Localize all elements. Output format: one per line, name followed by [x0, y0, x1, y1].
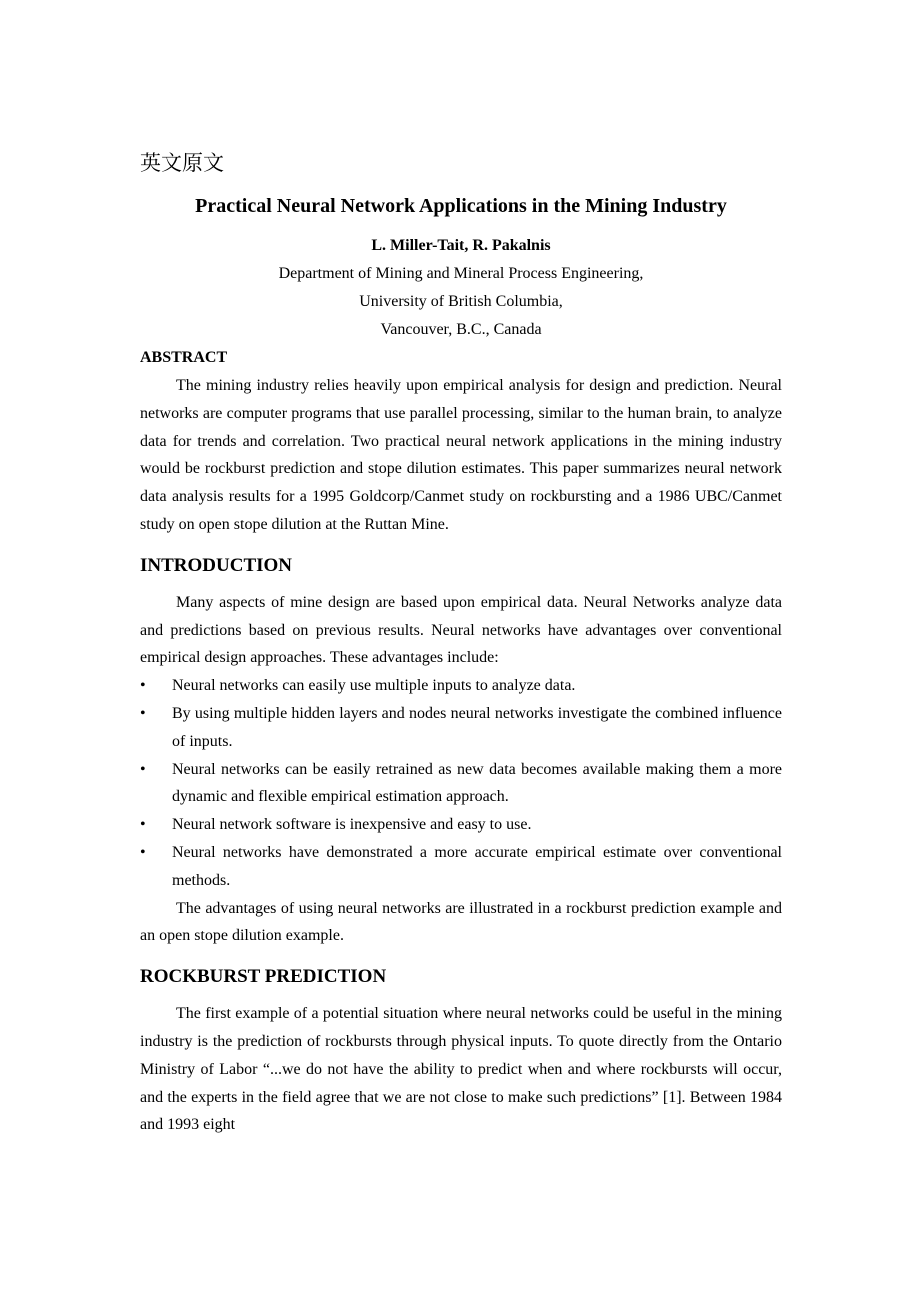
- introduction-closing-paragraph: The advantages of using neural networks are illustrated in a rockburst prediction example and an open stope dilution example.: [140, 899, 782, 945]
- bullet-icon: •: [140, 760, 146, 778]
- advantages-list: [140, 672, 782, 894]
- chinese-heading: 英文原文: [140, 151, 224, 175]
- rockburst-paragraph: The first example of a potential situation where neural networks could be useful in the mining industry is the prediction of rockbursts through physical inputs. To quote directly from the Ontario Ministry of Labor “...we do not have the ability to predict when and where rockbursts will occur, and the experts in the field agree that we are not close to make such predictions” [1]. Between 1984 and 1993 eight: [140, 1005, 782, 1134]
- affiliation-line-1: Department of Mining and Mineral Process Engineering,: [278, 265, 644, 282]
- document-page: [140, 148, 782, 1139]
- bullet-icon: •: [140, 816, 146, 834]
- list-item-text: By using multiple hidden layers and nodes neural networks investigate the combined influence of inputs.: [172, 704, 782, 750]
- list-item: [140, 672, 782, 700]
- list-item-text: Neural network software is inexpensive and easy to use.: [172, 816, 532, 834]
- bullet-icon: •: [140, 843, 146, 861]
- abstract-heading: ABSTRACT: [140, 349, 228, 366]
- paper-title: Practical Neural Network Applications in the Mining Industry: [195, 195, 727, 217]
- introduction-paragraph: Many aspects of mine design are based upon empirical data. Neural Networks analyze data and predictions based on previous results. Neural networks have advantages over conventional empirical design approaches. These advantages include:: [140, 593, 782, 667]
- list-item: [140, 700, 782, 756]
- list-item-text: Neural networks have demonstrated a more accurate empirical estimate over conventional methods.: [172, 843, 782, 889]
- list-item: [140, 756, 782, 812]
- authors: L. Miller-Tait, R. Pakalnis: [371, 237, 551, 254]
- rockburst-heading: ROCKBURST PREDICTION: [140, 966, 387, 988]
- bullet-icon: •: [140, 677, 146, 695]
- list-item-text: Neural networks can easily use multiple inputs to analyze data.: [172, 677, 576, 695]
- introduction-heading: INTRODUCTION: [140, 554, 293, 576]
- list-item: [140, 839, 782, 895]
- bullet-icon: •: [140, 704, 146, 722]
- abstract-paragraph: The mining industry relies heavily upon empirical analysis for design and prediction. Neural networks are computer programs that use parallel processing, similar to the human brain, to analyze data for trends and correlation. Two practical neural network applications in the mining industry would be rockburst prediction and stope dilution estimates. This paper summarizes neural network data analysis results for a 1995 Goldcorp/Canmet study on rockbursting and a 1986 UBC/Canmet study on open stope dilution at the Ruttan Mine.: [140, 377, 782, 533]
- list-item-text: Neural networks can be easily retrained as new data becomes available making them a more dynamic and flexible empirical estimation approach.: [172, 760, 782, 806]
- affiliation-line-3: Vancouver, B.C., Canada: [380, 321, 542, 338]
- affiliation-line-2: University of British Columbia,: [359, 293, 563, 310]
- list-item: [140, 811, 782, 839]
